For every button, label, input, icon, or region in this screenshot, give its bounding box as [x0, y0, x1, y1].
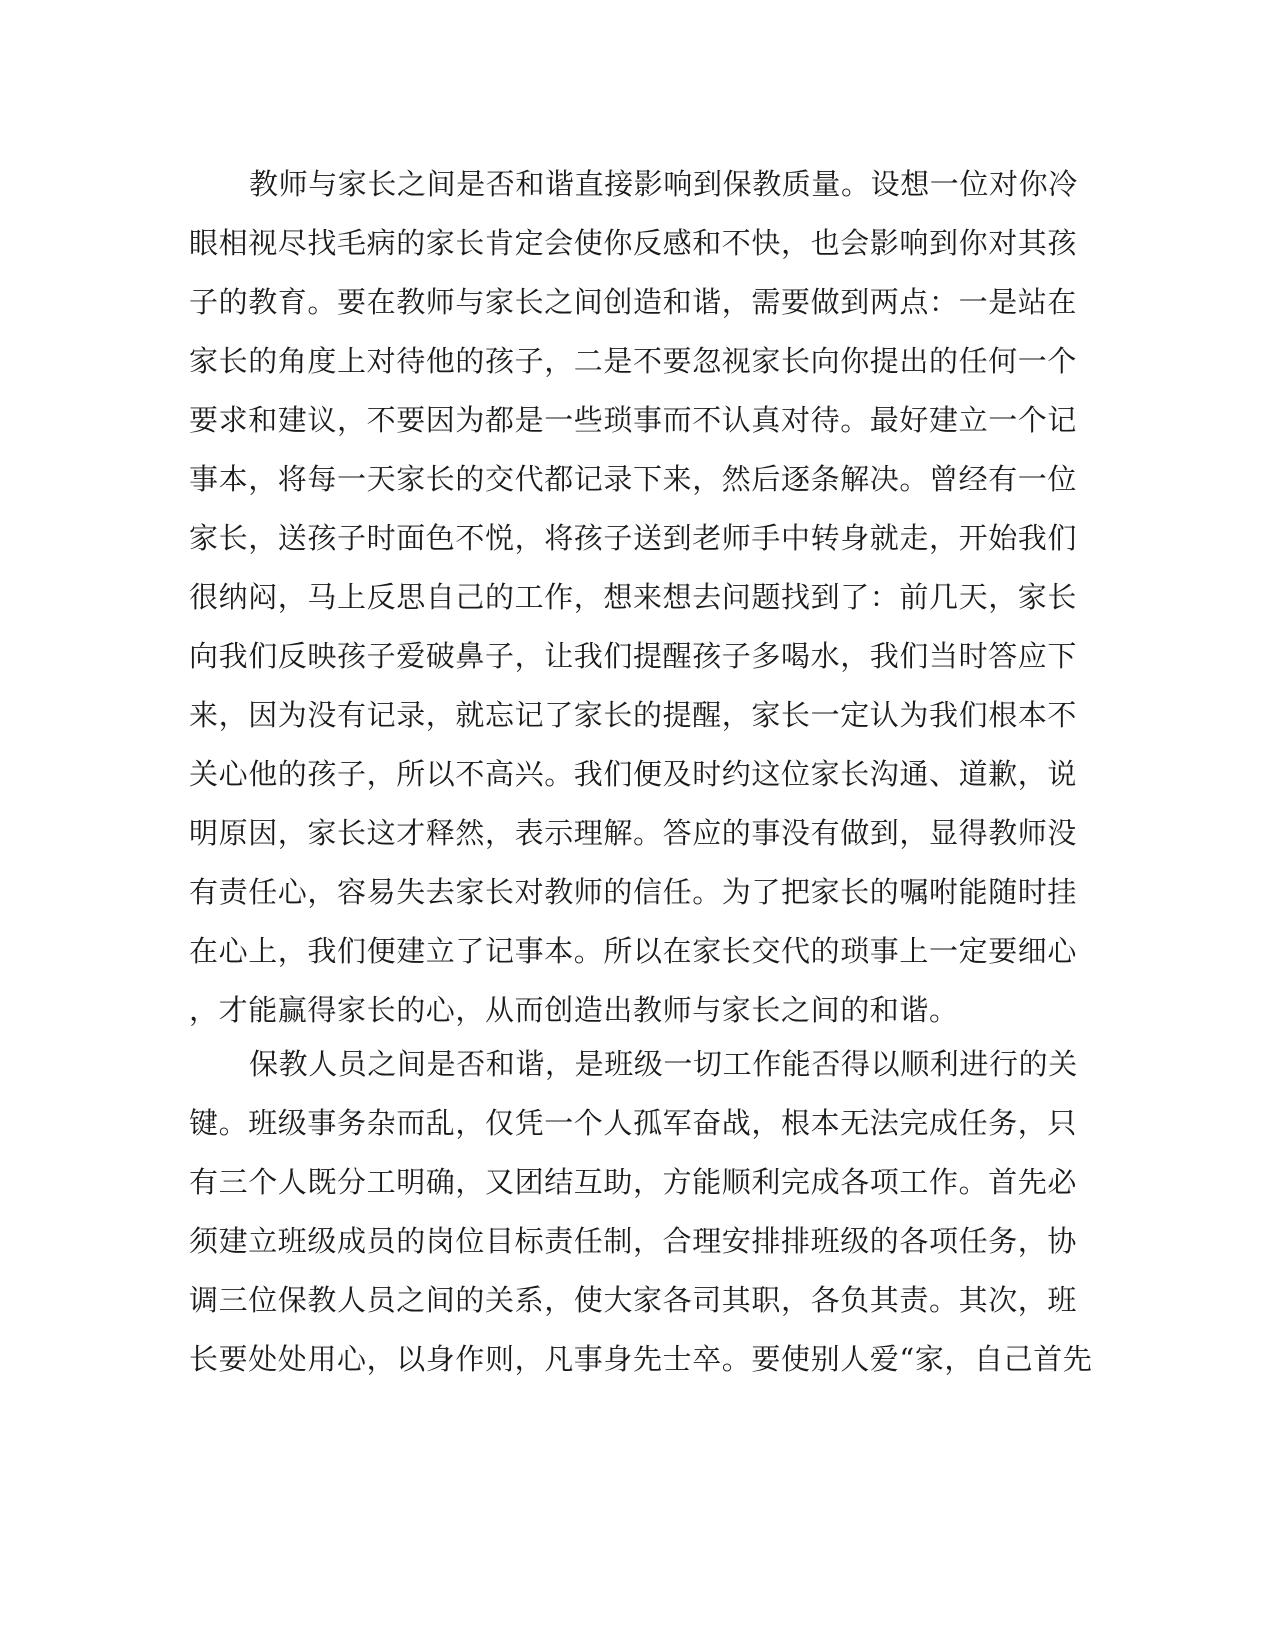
- text-line: 眼相视尽找毛病的家长肯定会使你反感和不快，也会影响到你对其孩: [189, 226, 1078, 260]
- text-line: 在心上，我们便建立了记事本。所以在家长交代的琐事上一定要细心: [189, 934, 1078, 968]
- text-line: 子的教育。要在教师与家长之间创造和谐，需要做到两点：一是站在: [189, 285, 1078, 319]
- text-line: 很纳闷，马上反思自己的工作，想来想去问题找到了：前几天，家长: [189, 580, 1078, 614]
- text-line: 有三个人既分工明确，又团结互助，方能顺利完成各项工作。首先必: [189, 1165, 1078, 1199]
- text-line: 调三位保教人员之间的关系，使大家各司其职，各负其责。其次，班: [189, 1283, 1078, 1317]
- text-line: 有责任心，容易失去家长对教师的信任。为了把家长的嘱咐能随时挂: [189, 875, 1078, 909]
- text-line: 向我们反映孩子爱破鼻子，让我们提醒孩子多喝水，我们当时答应下: [189, 639, 1078, 673]
- text-line: 教师与家长之间是否和谐直接影响到保教质量。设想一位对你冷: [249, 167, 1078, 201]
- text-line: 须建立班级成员的岗位目标责任制，合理安排排班级的各项任务，协: [189, 1224, 1078, 1258]
- text-line: 家长的角度上对待他的孩子，二是不要忽视家长向你提出的任何一个: [189, 344, 1078, 378]
- text-line: 事本，将每一天家长的交代都记录下来，然后逐条解决。曾经有一位: [189, 462, 1078, 496]
- text-line: 长要处处用心，以身作则，凡事身先士卒。要使别人爱“家，自己首先: [189, 1342, 1093, 1376]
- text-line: ，才能赢得家长的心，从而创造出教师与家长之间的和谐。: [189, 993, 959, 1027]
- text-line: 关心他的孩子，所以不高兴。我们便及时约这位家长沟通、道歉，说: [189, 757, 1078, 791]
- text-line: 来，因为没有记录，就忘记了家长的提醒，家长一定认为我们根本不: [189, 698, 1078, 732]
- text-line: 要求和建议，不要因为都是一些琐事而不认真对待。最好建立一个记: [189, 403, 1078, 437]
- text-line: 键。班级事务杂而乱，仅凭一个人孤军奋战，根本无法完成任务，只: [189, 1106, 1078, 1140]
- text-line: 明原因，家长这才释然，表示理解。答应的事没有做到，显得教师没: [189, 816, 1078, 850]
- text-line: 家长，送孩子时面色不悦，将孩子送到老师手中转身就走，开始我们: [189, 521, 1078, 555]
- text-line: 保教人员之间是否和谐，是班级一切工作能否得以顺利进行的关: [249, 1047, 1078, 1081]
